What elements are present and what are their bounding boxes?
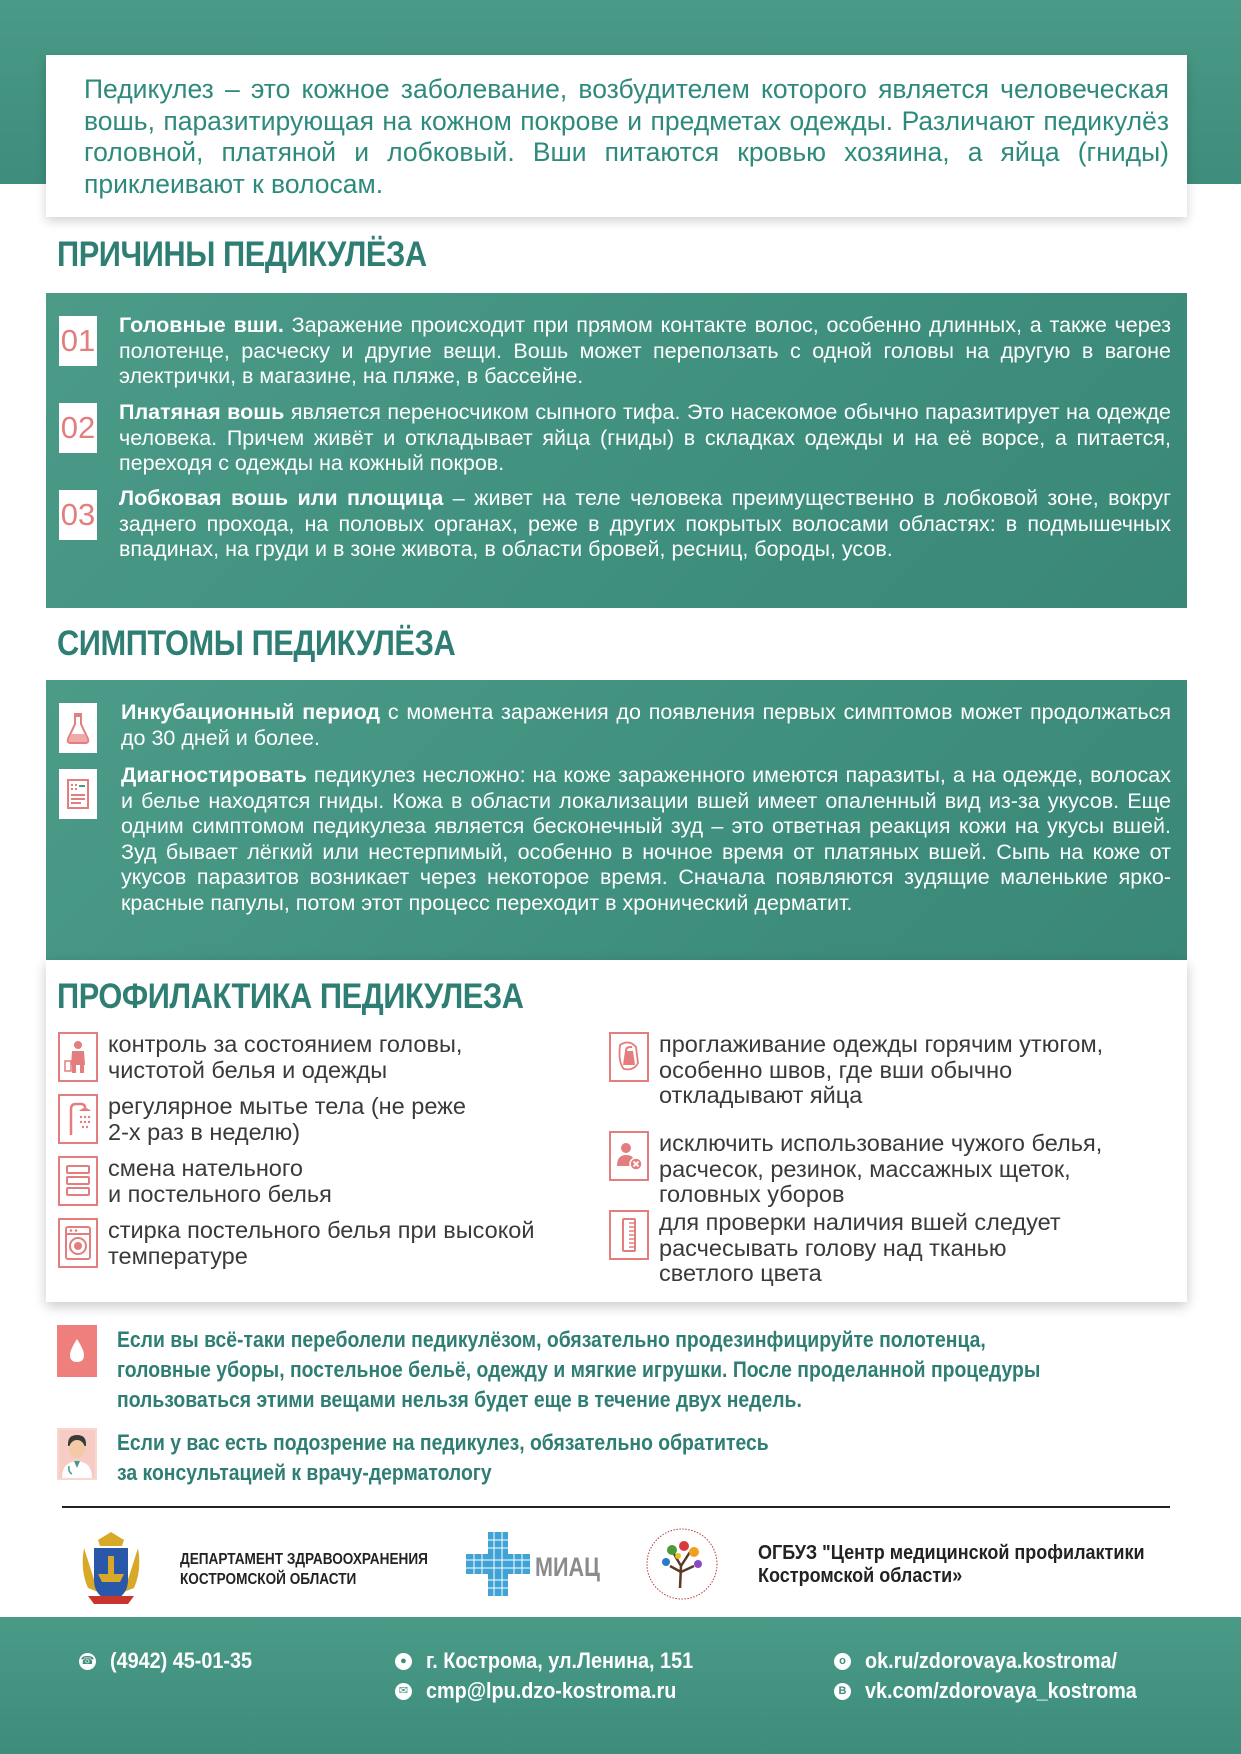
prevention-text: проглаживание одежды горячим утюгом, особенно швов, где вши обычно откладывают яйца (659, 1031, 1104, 1108)
advice-text: Если у вас есть подозрение на педикулез, обязательно обратитесь за консультацией к врачу-дерматологу (117, 1430, 769, 1485)
cause-body: Заражение происходит при прямом контакте волос, особенно длинных, а также через полотенце, расческу и другие вещи. Вошь может переползать с одной головы на другую в вагоне электрички, в магазине, на пляже, в бассейне. (119, 313, 1172, 388)
email-link[interactable]: cmp@lpu.dzo-kostroma.ru (426, 1678, 677, 1703)
phone-text: (4942) 45-01-35 (110, 1648, 253, 1673)
person-laundry-icon (58, 1032, 98, 1082)
cause-bold: Лобковая вошь или площица (119, 486, 444, 510)
prevention-text: контроль за состоянием головы, чистотой белья и одежды (108, 1031, 463, 1083)
prevention-item (58, 1032, 462, 1083)
prevention-title: ПРОФИЛАКТИКА ПЕДИКУЛЕЗА (57, 977, 524, 1016)
prevention-item (609, 1032, 1103, 1109)
prevention-text: смена нательного и постельного белья (108, 1155, 332, 1207)
advice-item (57, 1325, 1166, 1415)
prevention-text: для проверки наличия вшей следует расчесывать голову над тканью светлого цвета (659, 1209, 1061, 1286)
cause-text (119, 486, 1171, 563)
prevention-item (609, 1210, 1061, 1287)
ok-link[interactable]: ok.ru/zdorovaya.kostroma/ (865, 1648, 1117, 1673)
cause-bold: Головные вши. (119, 313, 284, 337)
contact-phone (79, 1648, 268, 1674)
symptom-bold: Инкубационный период (121, 700, 381, 724)
symptoms-title: СИМПТОМЫ ПЕДИКУЛЁЗА (57, 624, 456, 663)
advice-text: Если вы всё-таки переболели педикулёзом, обязательно продезинфицируйте полотенца, головные уборы, постельное бельё, одежду и мягкие игрушки. После проделанной процедуры пользоваться этими вещами нельзя будет еще в течение двух недель. (117, 1327, 1041, 1412)
mail-icon: ✉ (395, 1683, 412, 1700)
department-name: ДЕПАРТАМЕНТ ЗДРАВООХРАНЕНИЯ КОСТРОМСКОЙ ОБЛАСТИ (180, 1551, 428, 1588)
cause-number: 03 (59, 490, 97, 540)
coat-of-arms-logo (78, 1530, 144, 1608)
prevention-text: стирка постельного белья при высокой температуре (108, 1217, 535, 1269)
divider (62, 1506, 1170, 1508)
causes-title: ПРИЧИНЫ ПЕДИКУЛЁЗА (57, 235, 427, 274)
miac-label: МИАЦ (535, 1552, 600, 1582)
cause-body: – живет на теле человека преимущественно в лобковой зоне, вокруг заднего прохода, на половых органах, реже в других покрытых волосами областях: в подмышечных впадинах, на груди и в зоне живота, в области бровей, ресниц, бороды, усов. (119, 486, 1171, 561)
flask-icon (59, 703, 97, 753)
prevention-text: исключить использование чужого белья, расчесок, резинок, массажных щеток, головных уборов (659, 1130, 1103, 1207)
miac-cross-logo (466, 1532, 530, 1596)
organization-name: ОГБУЗ "Центр медицинской профилактики Костромской области» (758, 1542, 1145, 1587)
cause-text (119, 313, 1171, 390)
address-text: г. Кострома, ул.Ленина, 151 (426, 1648, 694, 1673)
symptom-text (121, 700, 1171, 751)
phone-icon: ☎ (79, 1653, 96, 1670)
vk-icon: B (834, 1683, 851, 1700)
medical-record-icon (59, 769, 97, 819)
advice-item (57, 1428, 858, 1488)
cause-number: 01 (59, 316, 97, 366)
causes-panel (46, 293, 1187, 608)
symptom-text (121, 763, 1171, 916)
logo-row (0, 1522, 1241, 1617)
footer (0, 1617, 1241, 1754)
contact-email[interactable] (395, 1678, 704, 1704)
prevention-item (58, 1218, 534, 1269)
cause-body: является переносчиком сыпного тифа. Это насекомое обычно паразитирует на одежде человека. Причем живёт и откладывает яйца (гниды) в складках одежды и на её ворсе, а питается, переходя с одежды на кожный покров. (119, 400, 1171, 475)
contact-address (395, 1648, 723, 1674)
intro-card (46, 55, 1187, 217)
intro-text: Педикулез – это кожное заболевание, возбудителем которого является человеческая вошь, паразитирующая на кожном покрове и предметах одежды. Различают педикулёз головной, платяной и лобковый. Вши питаются кровью хозяина, а яйца (гниды) приклеивают к волосам. (84, 74, 1169, 199)
cause-number: 02 (59, 403, 97, 453)
shower-icon (58, 1094, 98, 1144)
contact-vk[interactable] (834, 1678, 1167, 1704)
drop-icon (57, 1325, 97, 1377)
symptom-bold: Диагностировать (121, 763, 307, 787)
symptom-body: с момента заражения до появления первых симптомов может продолжаться до 30 дней и более. (121, 700, 1171, 750)
vk-link[interactable]: vk.com/zdorovaya_kostroma (865, 1678, 1137, 1703)
linen-stack-icon (58, 1156, 98, 1206)
tree-emblem-logo (644, 1526, 720, 1602)
prevention-item (58, 1094, 466, 1145)
odnoklassniki-icon: o (834, 1653, 851, 1670)
user-remove-icon (609, 1131, 649, 1181)
location-pin-icon: ● (395, 1653, 412, 1670)
symptoms-panel (46, 680, 1187, 960)
contact-ok[interactable] (834, 1648, 1145, 1674)
cause-bold: Платяная вошь (119, 400, 285, 424)
prevention-item (609, 1131, 1102, 1208)
doctor-icon (57, 1428, 97, 1480)
prevention-card (46, 960, 1187, 1302)
cause-text (119, 400, 1171, 477)
prevention-item (58, 1156, 332, 1207)
iron-icon (609, 1032, 649, 1082)
washing-machine-icon (58, 1218, 98, 1268)
comb-icon (609, 1210, 649, 1260)
symptom-body: педикулез несложно: на коже зараженного имеются паразиты, а на одежде, волосах и белье находятся гниды. Кожа в области локализации вшей имеет опаленный вид из-за укусов. Еще одним симптомом педикулеза является бесконечный зуд – это ответная реакция кожи на укусы вшей. Зуд бывает лёгкий или нестерпимый, особенно в ночное время от платяных вшей. Сыпь на коже от укусов паразитов возникает через некоторое время. Сначала появляются зудящие маленькие ярко-красные папулы, потом этот процесс переходит в хронический дерматит. (121, 763, 1171, 915)
prevention-text: регулярное мытье тела (не реже 2-х раз в неделю) (108, 1093, 466, 1145)
